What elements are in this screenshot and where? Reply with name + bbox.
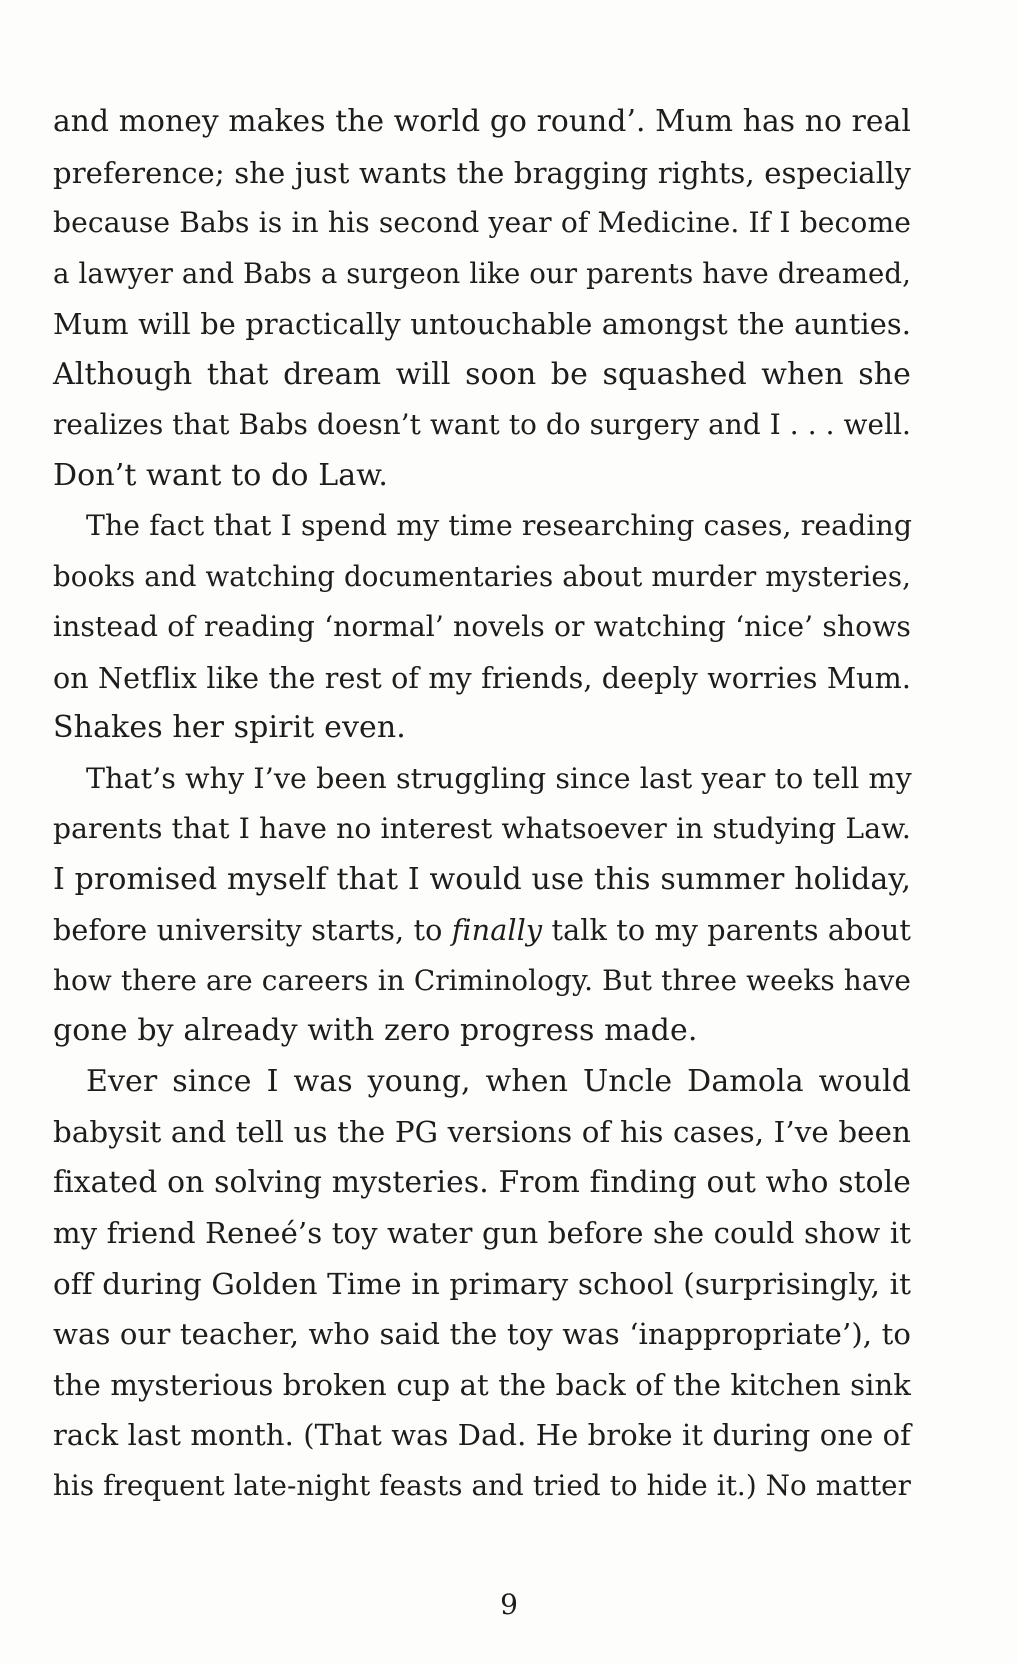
text-line: instead of reading ‘normal’ novels or watching ‘nice’ shows — [53, 610, 911, 643]
text-line: Don’t want to do Law. — [53, 457, 389, 493]
text-line: how there are careers in Criminology. But three weeks have — [53, 963, 911, 997]
text-line: his frequent late-night feasts and tried to hide it.) No matter — [53, 1468, 911, 1502]
text-line: That’s why I’ve been struggling since last year to tell my — [86, 761, 912, 795]
text-line: on Netflix like the rest of my friends, deeply worries Mum. — [53, 660, 911, 695]
text-line: off during Golden Time in primary school (surprisingly, it — [53, 1266, 911, 1301]
text-line: I promised myself that I would use this summer holiday, — [53, 861, 911, 897]
paragraph-2 — [53, 501, 911, 754]
text-line: realizes that Babs doesn’t want to do surgery and I . . . well. — [53, 408, 911, 441]
page-number: 9 — [500, 1588, 518, 1621]
text-line: was our teacher, who said the toy was ‘inappropriate’), to — [53, 1317, 911, 1351]
text-line: Mum will be practically untouchable amongst the aunties. — [53, 307, 911, 341]
text-line: gone by already with zero progress made. — [53, 1013, 698, 1048]
text-line: Although that dream will soon be squashed when she — [53, 356, 911, 392]
text-line: Shakes her spirit even. — [53, 710, 406, 745]
text-line: rack last month. (That was Dad. He broke it during one of — [53, 1418, 911, 1452]
text-line: the mysterious broken cup at the back of the kitchen sink — [53, 1367, 911, 1402]
text-line: preference; she just wants the bragging rights, especially — [53, 155, 911, 190]
paragraph-3 — [53, 754, 911, 1057]
text-segment: talk to my parents about — [542, 913, 911, 947]
text-line: fixated on solving mysteries. From finding out who stole — [53, 1164, 911, 1200]
text-line: books and watching documentaries about murder mysteries, — [53, 559, 911, 593]
text-line: a lawyer and Babs a surgeon like our parents have dreamed, — [53, 256, 911, 290]
text-line: The fact that I spend my time researching cases, reading — [86, 509, 913, 542]
text-segment: before university starts, to — [53, 913, 452, 947]
emphasis-text: finally — [451, 913, 543, 947]
body-text — [53, 97, 911, 1511]
text-line: because Babs is in his second year of Medicine. If I become — [53, 206, 911, 239]
paragraph-4 — [53, 1057, 911, 1512]
text-line: and money makes the world go round’. Mum has no real — [53, 104, 911, 139]
paragraph-1 — [53, 97, 911, 501]
text-line: parents that I have no interest whatsoever in studying Law. — [53, 812, 911, 845]
text-line: Ever since I was young, when Uncle Damola would — [86, 1063, 911, 1099]
text-line-with-emphasis — [53, 905, 911, 956]
text-line: babysit and tell us the PG versions of his cases, I’ve been — [53, 1115, 911, 1149]
text-line: my friend Reneé’s toy water gun before she could show it — [53, 1216, 911, 1250]
